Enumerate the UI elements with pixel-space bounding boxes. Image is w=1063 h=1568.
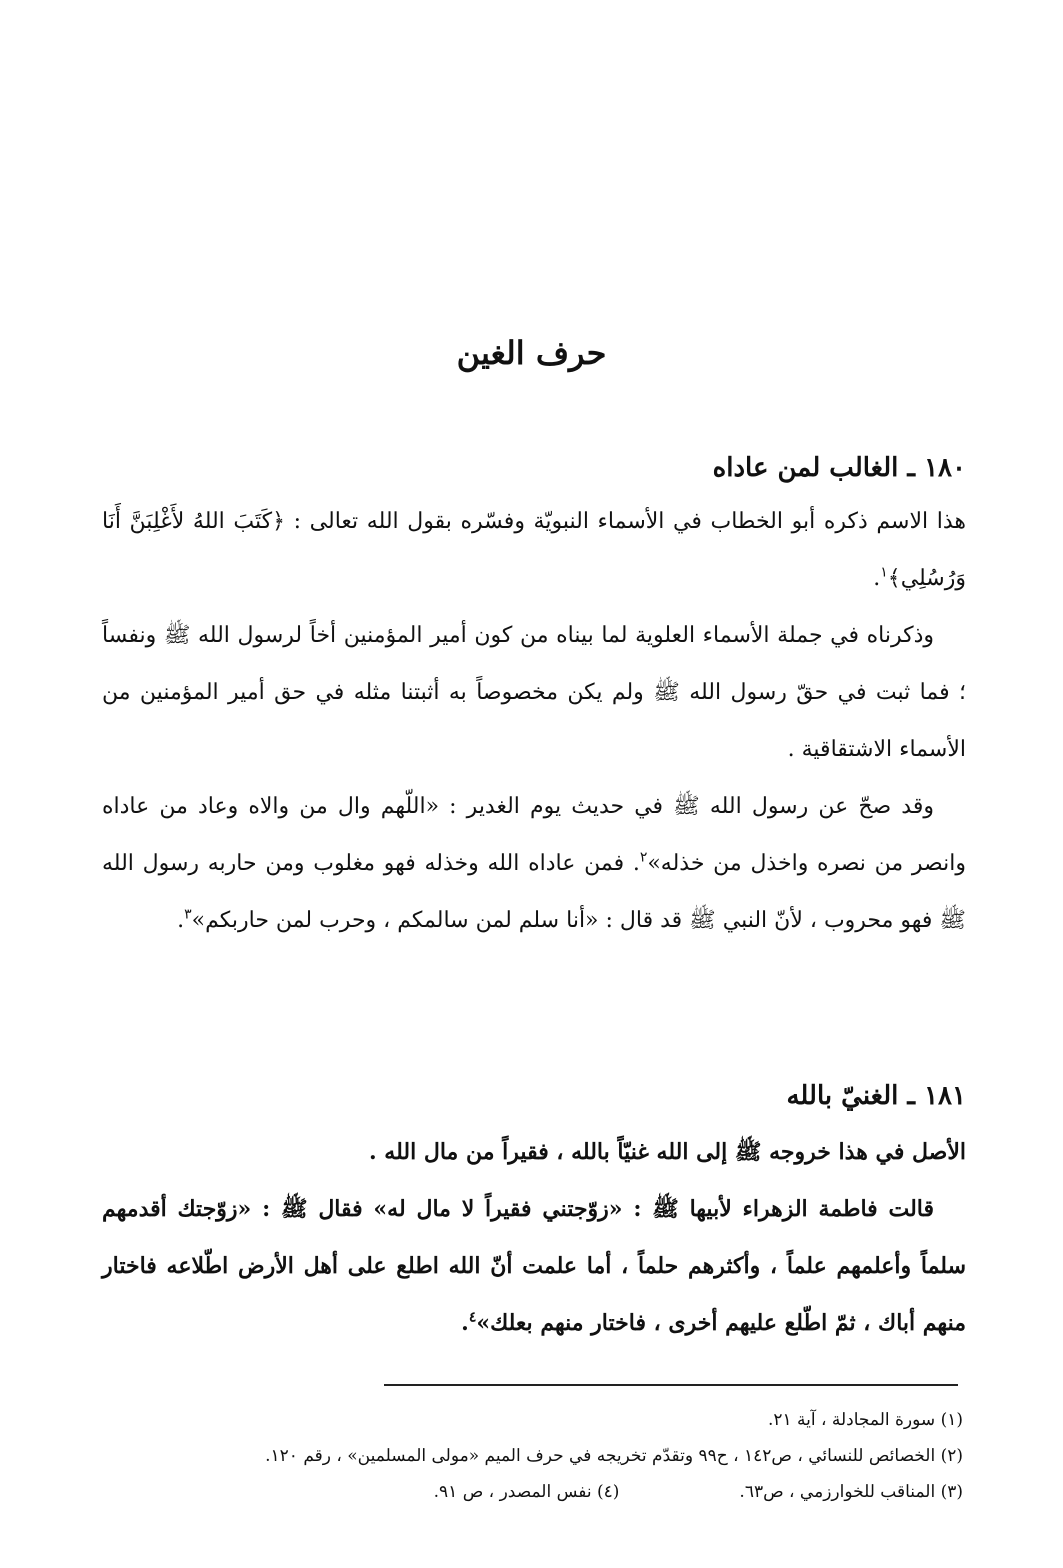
entry-180-paragraph-2: وذكرناه في جملة الأسماء العلوية لما بيناه من كون أمير المؤمنين أخاً لرسول الله ﷺ ونفساً ؛ فما ثبت في حقّ رسول الله ﷺ ولم يكن مخصوصاً به أثبتنا مثله في حق أمير المؤمنين من الأسماء الاشتقاقية . [102,623,966,762]
entry-180-p3-text-b: . فمن عاداه الله وخذله فهو مغلوب ومن حاربه رسول الله ﷺ فهو محروب ، لأنّ النبي ﷺ قد قال : «أنا سلم لمن سالمكم ، وحرب لمن حاربكم» [102,851,966,933]
footnote-ref-1[interactable]: ١ [880,564,888,581]
entry-heading-181: ١٨١ ـ الغنيّ بالله [786,1081,966,1111]
footnote-separator [384,1384,958,1386]
entry-180-paragraph-1 [102,493,966,607]
entry-181-paragraph-1: الأصل في هذا خروجه ﷺ إلى الله غنيّاً بالله ، فقيراً من مال الله . [368,1139,966,1165]
entry-180-p3-text-a: وقد صحّ عن رسول الله ﷺ في حديث يوم الغدير : «اللّهم وال من والاه وعاد من عاداه وانصر من نصره واخذل من خذله» [102,794,966,876]
entry-180-paragraph-3 [102,778,966,949]
entry-181-p2-end: . [461,1310,469,1336]
footnote-row-3-4 [103,1474,963,1510]
entry-181-paragraph-2 [102,1181,966,1352]
footnote-2: (٢) الخصائص للنسائي ، ص١٤٢ ، ح٩٩ وتقدّم تخريجه في حرف الميم «مولى المسلمين» ، رقم ١٢٠. [265,1446,963,1466]
entry-heading-180: ١٨٠ ـ الغالب لمن عاداه [712,453,966,483]
footnote-ref-3[interactable]: ٣ [184,906,192,923]
footnote-4: (٤) نفس المصدر ، ص ٩١. [433,1482,620,1502]
entry-181-p2-text: قالت فاطمة الزهراء لأبيها ﷺ : «زوّجتني فقيراً لا مال له» فقال ﷺ : «زوّجتك أقدمهم سلماً وأعلمهم علماً ، وأكثرهم حلماً ، أما علمت أنّ الله اطلع على أهل الأرض اطّلاعه فاختار منهم أباك ، ثمّ اطّلع عليهم أخرى ، فاختار منهم بعلك» [102,1196,966,1336]
footnote-3: (٣) المناقب للخوارزمي ، ص٦٣. [739,1482,963,1502]
footnote-1: (١) سورة المجادلة ، آية ٢١. [767,1410,963,1430]
entry-180-p1-text: هذا الاسم ذكره أبو الخطاب في الأسماء النبويّة وفسّره بقول الله تعالى : ﴿كَتَبَ اللهُ لأَغْلِبَنَّ أَنَا وَرُسُلِي﴾ [102,509,966,591]
entry-180-p3-end: . [177,908,185,933]
footnote-ref-2[interactable]: ٢ [639,849,648,866]
entry-180-p1-end: . [873,566,881,591]
chapter-title: حرف الغين [456,334,607,372]
footnote-ref-4[interactable]: ٤ [468,1309,477,1326]
footnotes [103,1402,963,1510]
